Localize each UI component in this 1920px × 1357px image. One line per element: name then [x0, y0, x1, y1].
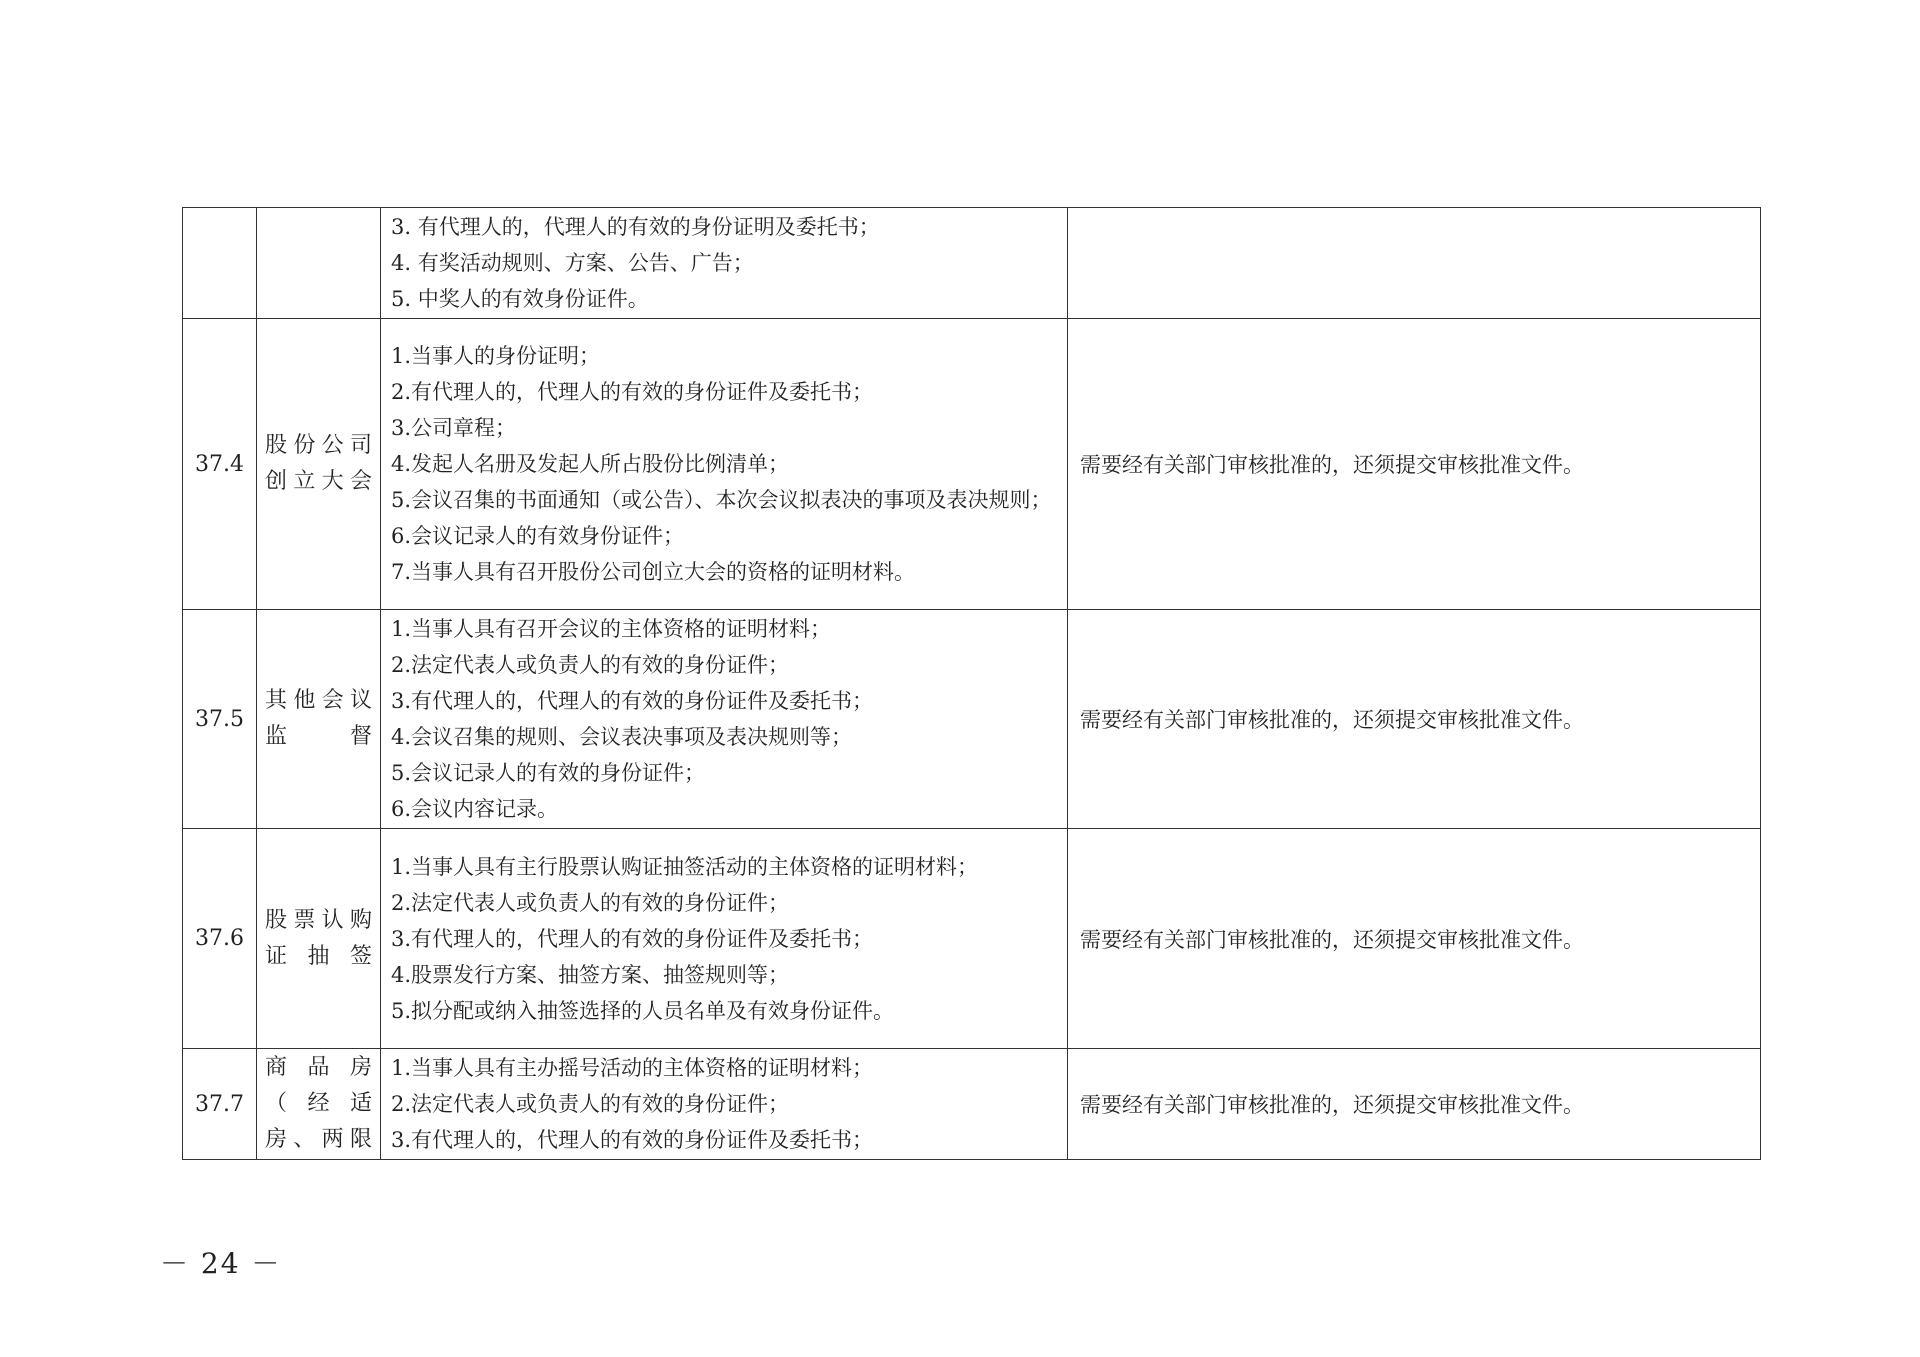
table-row: [183, 208, 1761, 319]
list-item: 4.发起人名册及发起人所占股份比例清单；: [391, 452, 790, 476]
row-number: 37.4: [183, 319, 257, 610]
item-name-line: 股票认购: [265, 907, 372, 933]
item-name-line: 商品房: [265, 1055, 372, 1080]
list-item: 3.有代理人的，代理人的有效的身份证件及委托书；: [391, 926, 874, 951]
list-item: 5.会议召集的书面通知（或公告）、本次会议拟表决的事项及表决规则；: [391, 488, 1052, 512]
table-row: [183, 610, 1761, 829]
table-row: [183, 829, 1761, 1049]
item-name-line: 其他会议: [265, 688, 372, 713]
note-cell: 需要经有关部门审核批准的，还须提交审核批准文件。: [1068, 610, 1761, 829]
item-name: [257, 610, 381, 829]
item-name-line: 房、两限: [265, 1127, 372, 1152]
requirements-table: [182, 207, 1761, 1160]
table-row: [183, 319, 1761, 610]
item-name-line: 证抽签: [265, 943, 372, 969]
page-number: － 24 －: [160, 1247, 282, 1280]
item-name-line: 创立大会: [265, 469, 372, 494]
list-item: 2.法定代表人或负责人的有效的身份证件；: [391, 1092, 790, 1116]
list-item: 3.有代理人的，代理人的有效的身份证件及委托书；: [391, 689, 874, 713]
list-item: 3.公司章程；: [391, 416, 517, 440]
requirements-cell: [381, 1049, 1068, 1160]
row-number: 37.6: [183, 829, 257, 1049]
item-name-line: （经适: [265, 1091, 372, 1116]
row-number: 37.7: [183, 1049, 257, 1160]
item-name: [257, 1049, 381, 1160]
requirements-cell: [381, 610, 1068, 829]
item-name-line: 监督: [265, 724, 372, 749]
row-number: [183, 208, 257, 319]
requirements-cell: [381, 319, 1068, 610]
row-number: 37.5: [183, 610, 257, 829]
list-item: 5.拟分配或纳入抽签选择的人员名单及有效身份证件。: [391, 998, 895, 1023]
list-item: 4.股票发行方案、抽签方案、抽签规则等；: [391, 962, 790, 987]
note-cell: [1068, 208, 1761, 319]
note-cell: 需要经有关部门审核批准的，还须提交审核批准文件。: [1068, 319, 1761, 610]
list-item: 1.当事人的身份证明；: [391, 344, 601, 368]
list-item: 4.会议召集的规则、会议表决事项及表决规则等；: [391, 725, 853, 749]
list-item: 3. 有代理人的，代理人的有效的身份证明及委托书；: [391, 215, 880, 239]
item-name-line: 股份公司: [265, 433, 372, 458]
note-cell: 需要经有关部门审核批准的，还须提交审核批准文件。: [1068, 829, 1761, 1049]
list-item: 5.会议记录人的有效的身份证件；: [391, 761, 706, 785]
list-item: 2.法定代表人或负责人的有效的身份证件；: [391, 890, 790, 915]
list-item: 2.法定代表人或负责人的有效的身份证件；: [391, 653, 790, 677]
list-item: 3.有代理人的，代理人的有效的身份证件及委托书；: [391, 1128, 874, 1152]
requirements-cell: [381, 829, 1068, 1049]
note-cell: 需要经有关部门审核批准的，还须提交审核批准文件。: [1068, 1049, 1761, 1160]
list-item: 2.有代理人的，代理人的有效的身份证件及委托书；: [391, 380, 874, 404]
list-item: 1.当事人具有主行股票认购证抽签活动的主体资格的证明材料；: [391, 854, 979, 879]
item-name: [257, 319, 381, 610]
list-item: 5. 中奖人的有效身份证件。: [391, 287, 649, 311]
list-item: 4. 有奖活动规则、方案、公告、广告；: [391, 251, 754, 275]
item-name: [257, 829, 381, 1049]
item-name: [257, 208, 381, 319]
list-item: 7.当事人具有召开股份公司创立大会的资格的证明材料。: [391, 560, 916, 584]
list-item: 1.当事人具有召开会议的主体资格的证明材料；: [391, 617, 832, 641]
table-row: [183, 1049, 1761, 1160]
list-item: 1.当事人具有主办摇号活动的主体资格的证明材料；: [391, 1056, 874, 1080]
list-item: 6.会议内容记录。: [391, 797, 559, 821]
list-item: 6.会议记录人的有效身份证件；: [391, 524, 685, 548]
requirements-cell: [381, 208, 1068, 319]
